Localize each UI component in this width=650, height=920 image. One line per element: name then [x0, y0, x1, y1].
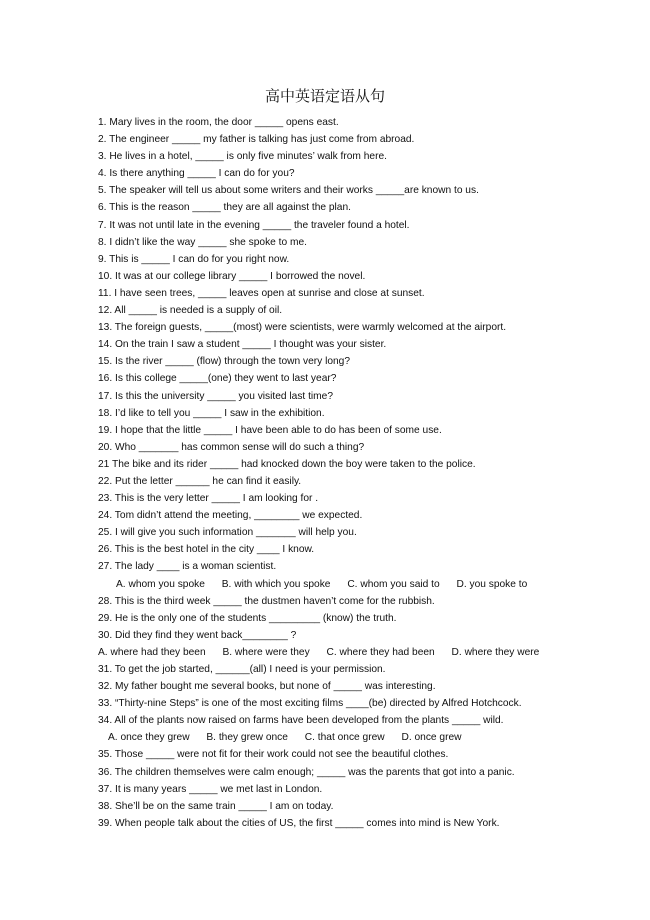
question-item: 34. All of the plants now raised on farms have been developed from the plants _____ wild. [98, 715, 504, 727]
q34-options [98, 729, 638, 746]
question-item: 27. The lady ____ is a woman scientist. [98, 561, 277, 573]
question-item: 26. This is the best hotel in the city ____ I know. [98, 544, 315, 556]
q34-option-c: C. that once grew [304, 732, 385, 744]
question-item: 28. This is the third week _____ the dustmen haven’t come for the rubbish. [98, 595, 435, 607]
question-item: 20. Who _______ has common sense will do such a thing? [98, 441, 365, 453]
q27-option-a: A. whom you spoke [116, 578, 205, 590]
question-item: 18. I’d like to tell you _____ I saw in the exhibition. [98, 407, 325, 419]
question-item: 1. Mary lives in the room, the door _____ opens east. [98, 117, 339, 128]
q30-option-c: C. where they had been [326, 646, 435, 658]
question-item: 11. I have seen trees, _____ leaves open at sunrise and close at sunset. [98, 287, 425, 299]
page-title: 高中英语定语从句 [264, 87, 385, 105]
question-item: 14. On the train I saw a student _____ I thought was your sister. [98, 339, 387, 351]
question-item: 8. I didn’t like the way _____ she spoke to me. [98, 236, 307, 248]
question-item: 22. Put the letter ______ he can find it easily. [98, 475, 302, 487]
question-item: 3. He lives in a hotel, _____ is only five minutes’ walk from here. [98, 151, 387, 163]
question-item: 12. All _____ is needed is a supply of oil. [98, 305, 283, 317]
question-item: 31. To get the job started, ______(all) I need is your permission. [98, 664, 386, 675]
q27-option-c: C. whom you said to [347, 578, 440, 590]
q34-option-a: A. once they grew [108, 732, 190, 744]
question-item: 4. Is there anything _____ I can do for you? [98, 168, 295, 180]
question-item: 16. Is this college _____(one) they went to last year? [98, 373, 337, 385]
question-item: 2. The engineer _____ my father is talking has just come from abroad. [98, 134, 415, 146]
question-item: 19. I hope that the little _____ I have been able to do has been of some use. [98, 424, 442, 436]
question-item: 29. He is the only one of the students _________ (know) the truth. [98, 612, 397, 624]
question-item: 35. Those _____ were not fit for their work could not see the beautiful clothes. [98, 749, 449, 761]
question-item: 5. The speaker will tell us about some writers and their works _____are known to us. [98, 185, 479, 197]
q27-option-d: D. you spoke to [456, 578, 528, 590]
question-item: 13. The foreign guests, _____(most) were scientists, were warmly welcomed at the airport. [98, 322, 507, 334]
question-item: 39. When people talk about the cities of US, the first _____ comes into mind is New York. [98, 817, 500, 829]
q27-options [98, 576, 638, 593]
q30-option-a: A. where had they been [98, 646, 206, 658]
question-item: 21 The bike and its rider _____ had knocked down the boy were taken to the police. [98, 458, 476, 470]
question-item: 36. The children themselves were calm enough; _____ was the parents that got into a panic. [98, 766, 515, 778]
question-item: 9. This is _____ I can do for you right now. [98, 253, 290, 265]
question-item: 32. My father bought me several books, but none of _____ was interesting. [98, 681, 436, 693]
question-item: 38. She’ll be on the same train _____ I am on today. [98, 800, 334, 812]
question-item: 37. It is many years _____ we met last in London. [98, 783, 323, 795]
q30-option-d: D. where they were [451, 646, 540, 658]
q30-options [98, 644, 638, 661]
question-item: 17. Is this the university _____ you visited last time? [98, 390, 333, 402]
q27-option-b: B. with which you spoke [221, 578, 331, 590]
question-item: 30. Did they find they went back________ ? [98, 629, 297, 641]
q34-option-d: D. once grew [401, 732, 462, 744]
question-item: 10. It was at our college library _____ I borrowed the novel. [98, 270, 366, 282]
question-item: 25. I will give you such information _______ will help you. [98, 527, 357, 539]
question-item: 15. Is the river _____ (flow) through the town very long? [98, 356, 350, 368]
question-item: 6. This is the reason _____ they are all against the plan. [98, 202, 351, 214]
question-item: 24. Tom didn’t attend the meeting, ________ we expected. [98, 510, 363, 522]
q30-option-b: B. where were they [222, 646, 310, 658]
question-list [98, 114, 638, 832]
question-item: 33. “Thirty-nine Steps” is one of the most exciting films ____(be) directed by Alfred Hotchcock. [98, 698, 522, 710]
q34-option-b: B. they grew once [206, 732, 288, 744]
question-item: 7. It was not until late in the evening _____ the traveler found a hotel. [98, 219, 410, 231]
question-item: 23. This is the very letter _____ I am looking for . [98, 493, 319, 505]
